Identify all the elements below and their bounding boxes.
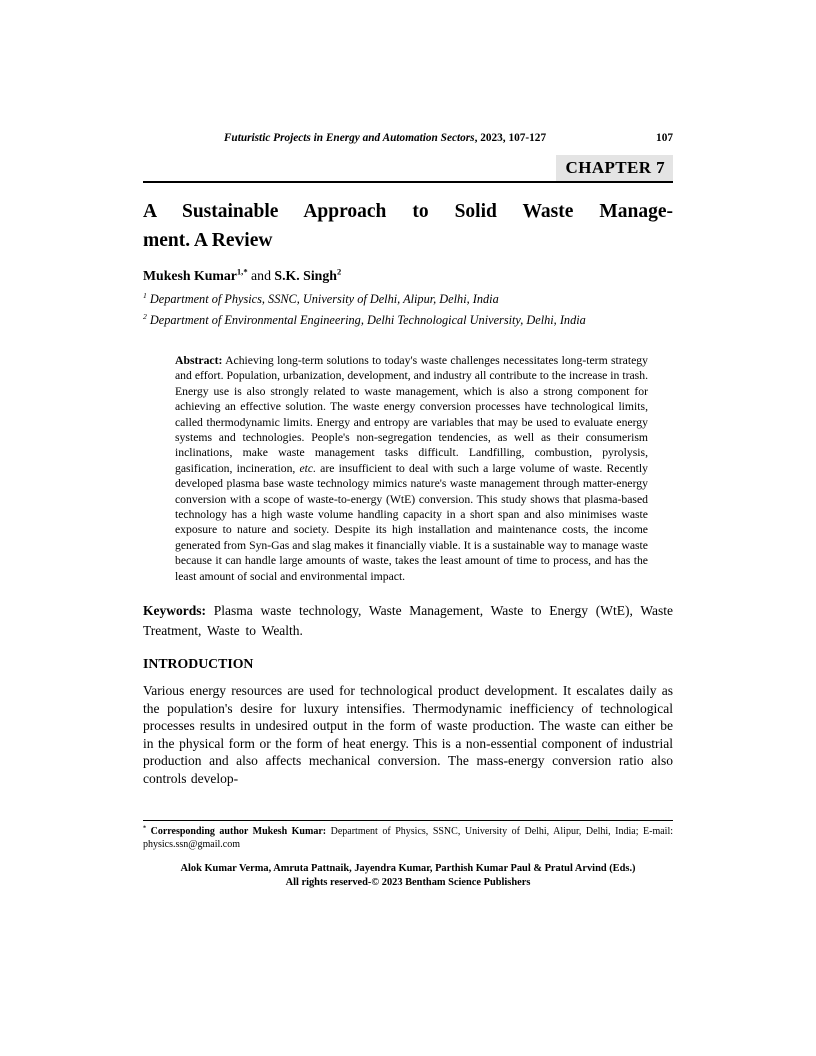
affiliation-1-text: Department of Physics, SSNC, University of Delhi, Alipur, Delhi, India	[146, 292, 499, 306]
author-2: S.K. Singh	[274, 268, 337, 283]
corresponding-author-footnote	[143, 820, 673, 851]
chapter-title-line1: A Sustainable Approach to Solid Waste Manage-	[143, 201, 673, 222]
running-head-title	[143, 131, 627, 146]
keywords	[143, 601, 673, 640]
footnote-label: Corresponding author Mukesh Kumar:	[146, 826, 327, 837]
abstract-text-1: Achieving long-term solutions to today's waste challenges necessitates long-term strategy and effort. Population, urbanization, development, and industry all contribute to the increase in trash. Energy use is also strongly related to waste management, which is also a strong component for achieving an effective solution. The waste energy conversion processes have technological limits, called thermodynamic limits. Energy and entropy are variables that may be used to evaluate energy systems and technologies. People's non-segregation tendencies, as well as their consumerism inclinations, make waste management tasks difficult. Landfilling, combustion, pyrolysis, gasification, incineration,	[175, 354, 648, 475]
author-1: Mukesh Kumar	[143, 268, 237, 283]
affiliation-1	[143, 292, 673, 307]
introduction-heading: INTRODUCTION	[143, 656, 254, 672]
abstract-label: Abstract:	[175, 354, 223, 367]
running-head	[143, 131, 673, 146]
affiliation-2-text: Department of Environmental Engineering, Delhi Technological University, Delhi, India	[146, 313, 586, 327]
affiliation-2	[143, 313, 673, 328]
chapter-rule	[143, 155, 673, 183]
authors-connector: and	[247, 268, 275, 283]
page-footer	[143, 820, 673, 890]
abstract-etc: etc.	[299, 461, 317, 475]
page-content	[143, 0, 673, 788]
affiliations	[143, 292, 673, 328]
footnote-text: Department of Physics, SSNC, University of Delhi, Alipur, Delhi, India; E-mail: physics.ssn@gmail.com	[143, 826, 673, 850]
chapter-title-line2: ment. A Review	[143, 230, 273, 251]
introduction-paragraph: Various energy resources are used for technological product development. It escalates daily as the population's desire for luxury intensifies. Thermodynamic inefficiency of technological processes results in undesired output in the form of waste production. The waste can either be in the physical form or the form of heat energy. This is a non-essential component of industrial production and also affects mechanical conversion. The mass-energy conversion ratio also controls develop-	[143, 683, 673, 787]
abstract-text-2: are insufficient to deal with such a large volume of waste. Recently developed plasma base waste technology mimics nature's waste management through matter-energy conversion with a scope of waste-to-energy (WtE) conversion. This study shows that plasma-based technology has a high waste volume handling capacity in a short span and also minimises waste exposure to nature and society. Despite its high installation and maintenance costs, the income generated from Syn-Gas and slag makes it financially viable. It is a sustainable way to manage waste because it can handle large amounts of waste, takes the least amount of time to process, and has the least amount of social and environmental impact.	[175, 461, 648, 583]
keywords-label: Keywords:	[143, 603, 206, 619]
affiliation-2-superscript: 2	[143, 311, 147, 321]
issue-info: , 2023, 107-127	[474, 132, 547, 144]
authors-line	[143, 267, 673, 284]
chapter-badge: CHAPTER 7	[556, 155, 673, 181]
keywords-text: Plasma waste technology, Waste Management, Waste to Energy (WtE), Waste Treatment, Waste to Wealth.	[143, 603, 673, 638]
editors-line: Alok Kumar Verma, Amruta Pattnaik, Jayendra Kumar, Parthish Kumar Paul & Pratul Arvind (Eds.)	[180, 863, 636, 874]
abstract	[175, 353, 648, 584]
affiliation-1-superscript: 1	[143, 290, 147, 300]
book-title: Futuristic Projects in Energy and Automation Sectors	[223, 132, 475, 144]
page-number: 107	[656, 132, 673, 144]
author-2-superscript: 2	[336, 266, 342, 277]
footnote-asterisk: *	[143, 824, 147, 832]
chapter-title	[143, 197, 673, 255]
author-1-superscript: 1,*	[236, 266, 248, 277]
rights-line: All rights reserved-© 2023 Bentham Science Publishers	[285, 877, 531, 888]
